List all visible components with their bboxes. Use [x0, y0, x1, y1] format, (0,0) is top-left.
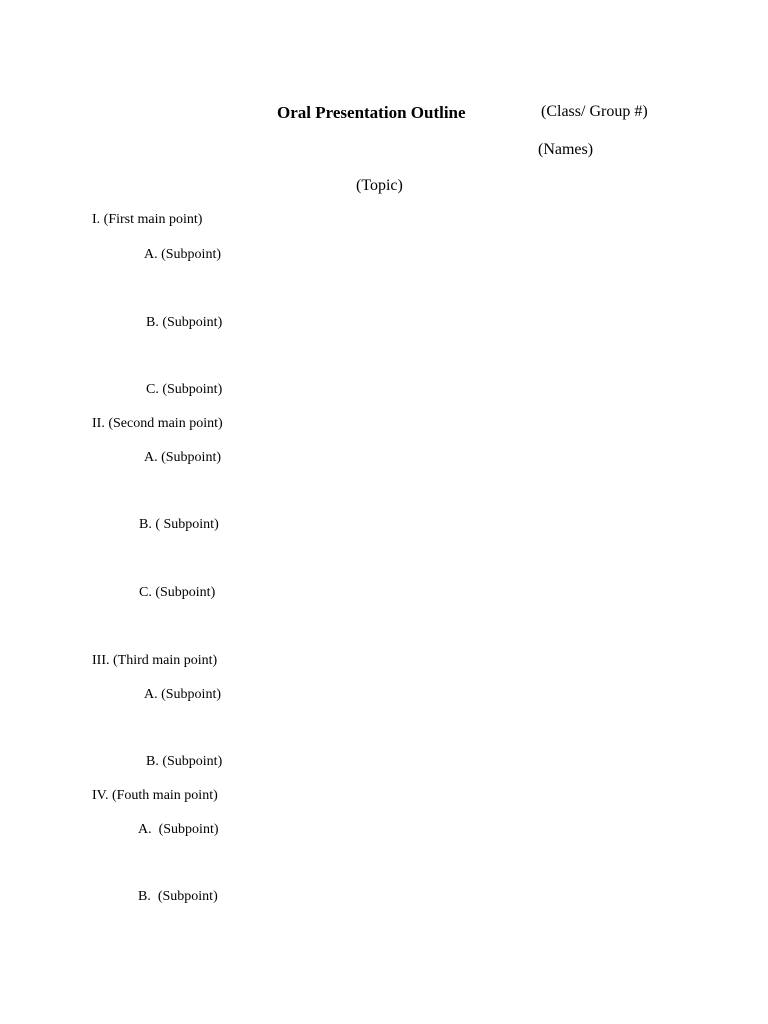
main-point-2: II. (Second main point) [92, 416, 223, 431]
main-point-4: IV. (Fouth main point) [92, 788, 218, 803]
subpoint-3a: A. (Subpoint) [144, 687, 221, 702]
topic-field: (Topic) [356, 177, 403, 194]
subpoint-1c: C. (Subpoint) [146, 382, 223, 397]
subpoint-3b: B. (Subpoint) [146, 754, 223, 769]
main-point-3: III. (Third main point) [92, 653, 218, 668]
page-title: Oral Presentation Outline [277, 103, 466, 122]
subpoint-1a: A. (Subpoint) [144, 247, 221, 262]
subpoint-4b: B. (Subpoint) [138, 889, 218, 904]
subpoint-2a: A. (Subpoint) [144, 450, 221, 465]
subpoint-2c: C. (Subpoint) [139, 585, 216, 600]
names-field: (Names) [538, 141, 594, 158]
subpoint-1b: B. (Subpoint) [146, 315, 223, 330]
main-point-1: I. (First main point) [92, 212, 203, 227]
subpoint-4a: A. (Subpoint) [138, 822, 219, 837]
subpoint-2b: B. ( Subpoint) [139, 517, 219, 532]
class-group-field: (Class/ Group #) [541, 103, 648, 120]
